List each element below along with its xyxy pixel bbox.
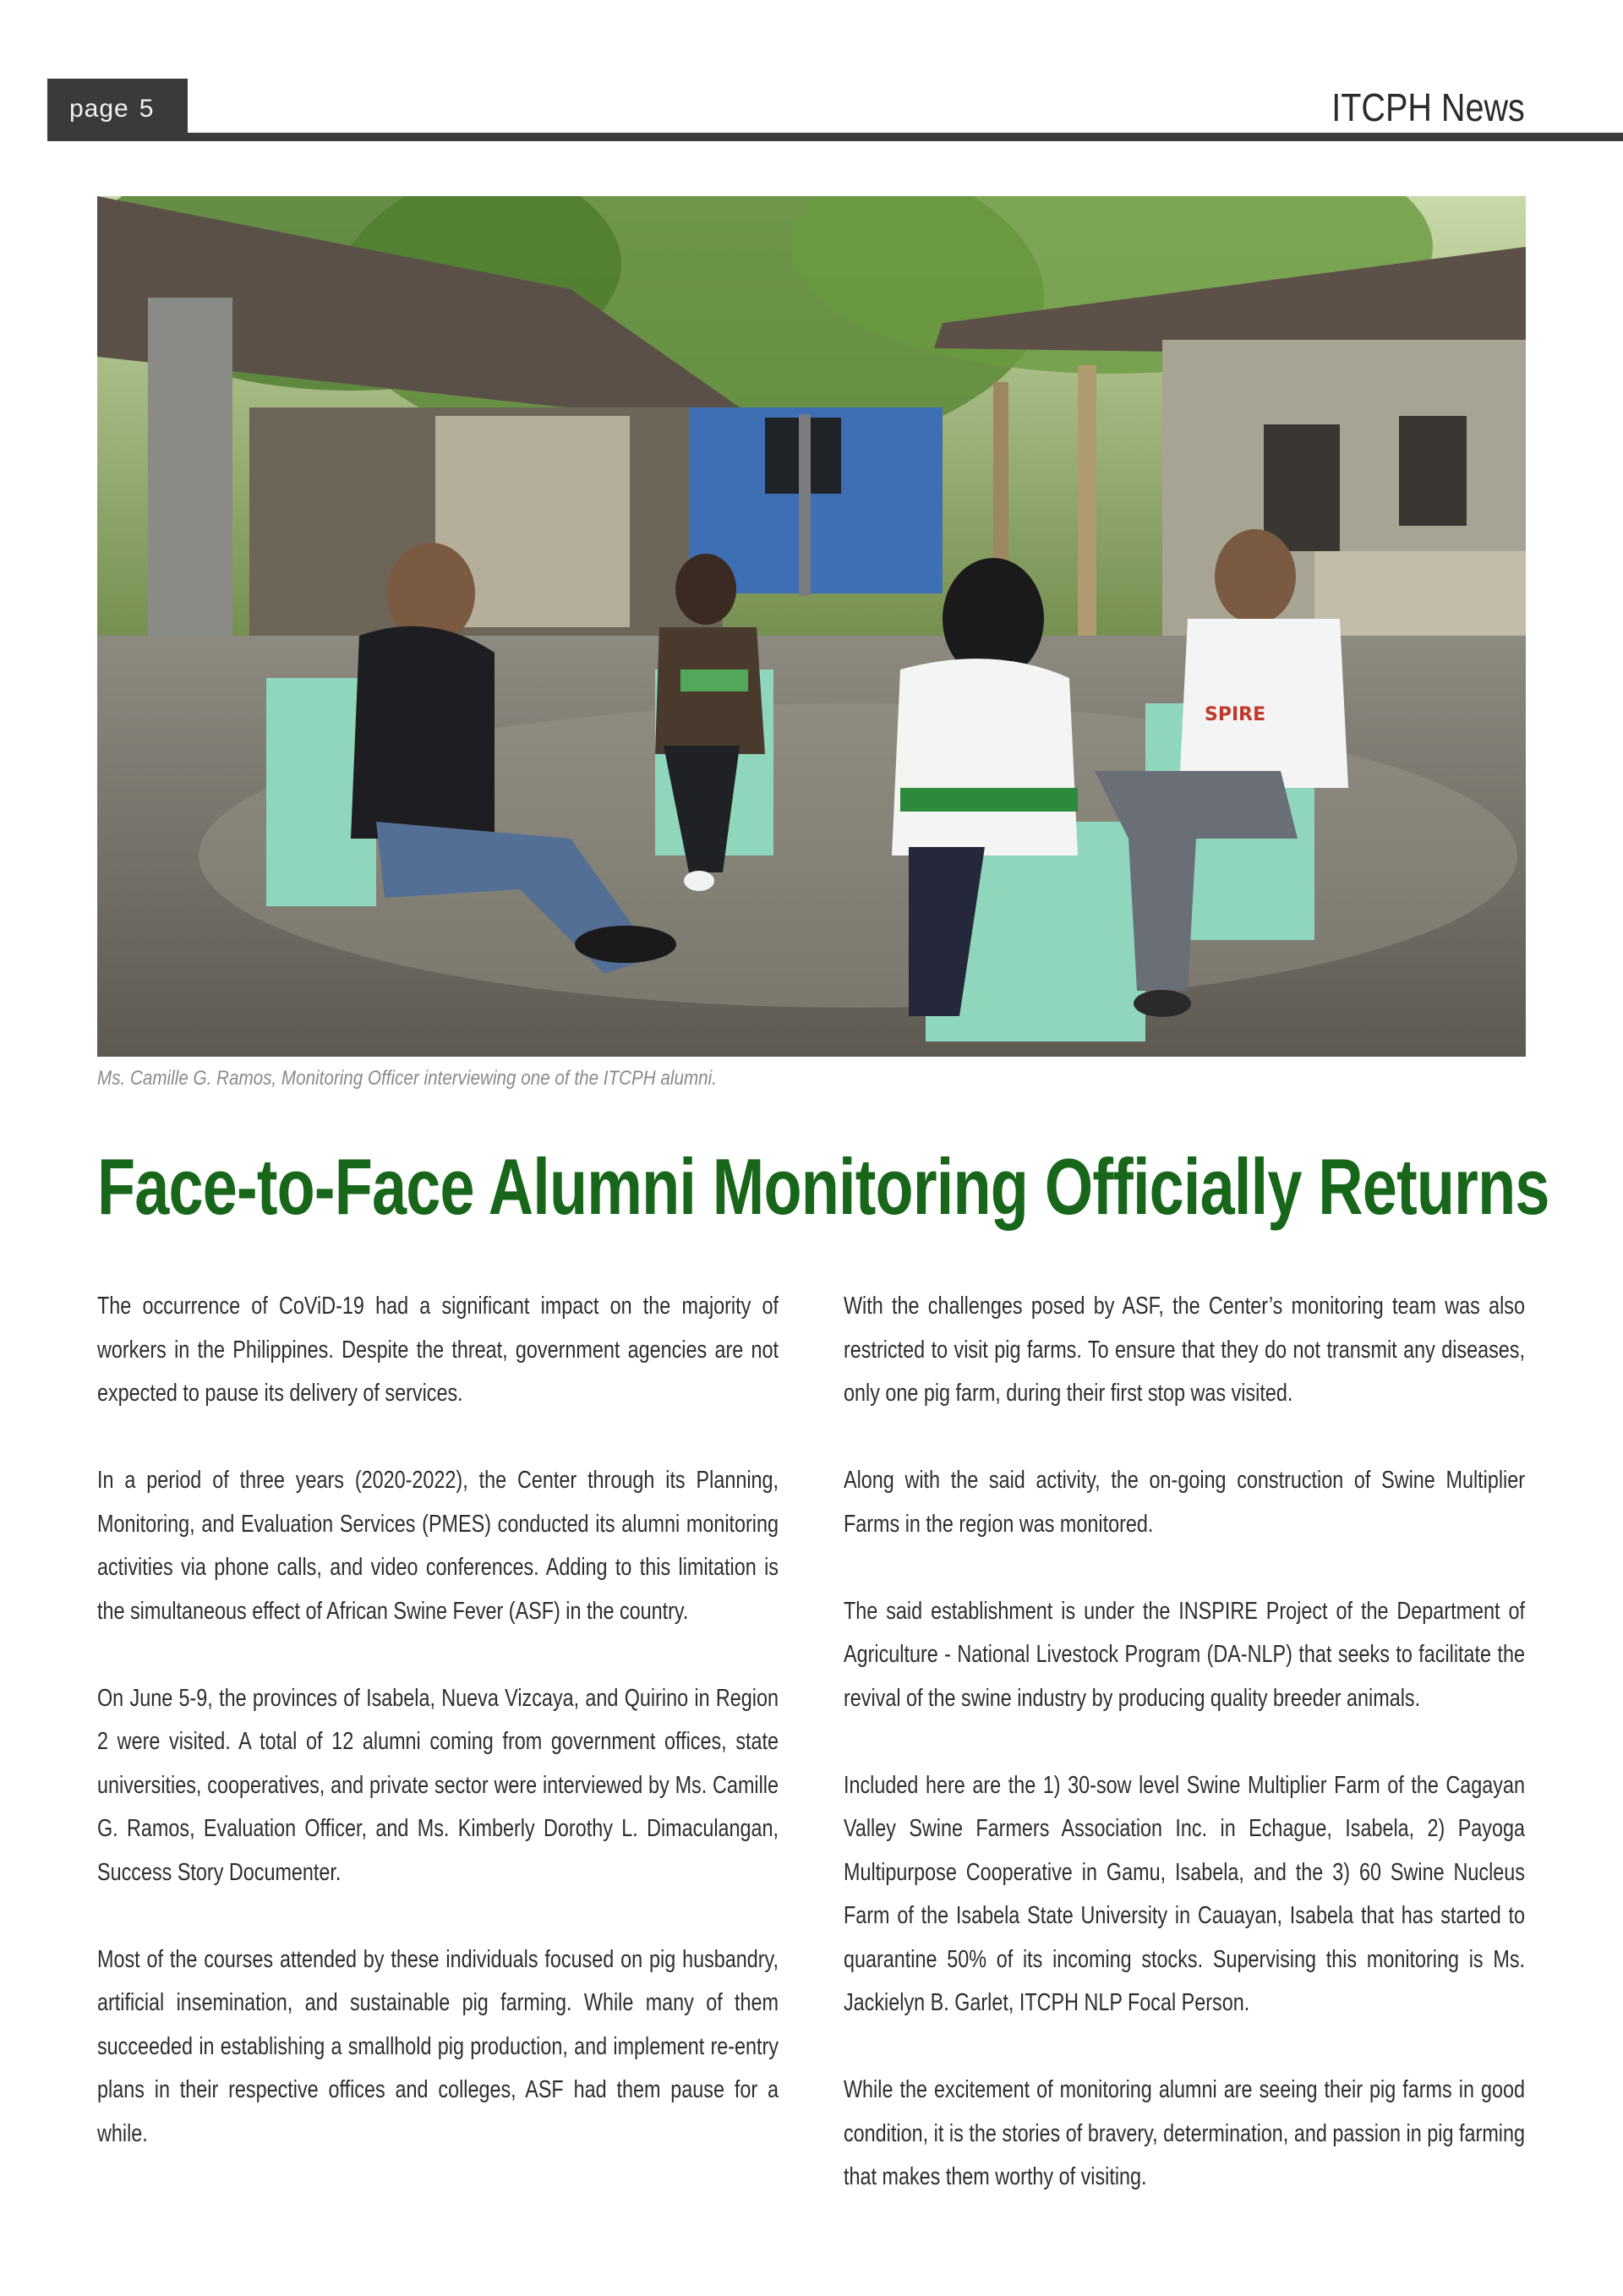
page-number-tab <box>47 79 188 139</box>
paragraph: With the challenges posed by ASF, the Center’s monitoring team was also restricted to visit pig farms. To ensure that they do not transmit any diseases, only one pig farm, during their first stop was visited. <box>844 1293 1525 1407</box>
page-number: 5 <box>139 95 155 123</box>
paragraph: The occurrence of CoViD-19 had a significant impact on the majority of workers in the Philippines. Despite the threat, government agencies are not expected to pause its delivery of services. <box>97 1293 779 1407</box>
page-label: page <box>69 95 129 123</box>
left-column <box>97 1285 779 2200</box>
header-rule <box>47 133 1623 141</box>
article-headline: Face-to-Face Alumni Monitoring Officially Returns <box>97 1142 1549 1231</box>
paragraph: The said establishment is under the INSPIRE Project of the Department of Agriculture - National Livestock Program (DA-NLP) that seeks to facilitate the revival of the swine industry by producing quality breeder animals. <box>844 1597 1525 1712</box>
photo-illustration <box>97 196 1526 1057</box>
publication-title: ITCPH News <box>1331 85 1525 129</box>
shirt-print-text: SPIRE <box>1205 704 1266 725</box>
paragraph: On June 5-9, the provinces of Isabela, Nueva Vizcaya, and Quirino in Region 2 were visited. A total of 12 alumni coming from government offices, state universities, cooperatives, and private sector were interviewed by Ms. Camille G. Ramos, Evaluation Officer, and Ms. Kimberly Dorothy L. Dimaculangan, Success Story Documenter. <box>97 1684 779 1886</box>
photo-caption: Ms. Camille G. Ramos, Monitoring Officer interviewing one of the ITCPH alumni. <box>97 1067 717 1090</box>
paragraph: Most of the courses attended by these individuals focused on pig husbandry, artificial insemination, and sustainable pig farming. While many of them succeeded in establishing a smallhold pig production, and implement re-entry plans in their respective offices and colleges, ASF had them pause for a while. <box>97 1945 779 2147</box>
paragraph: Included here are the 1) 30-sow level Swine Multiplier Farm of the Cagayan Valley Swine Farmers Association Inc. in Echague, Isabela, 2) Payoga Multipurpose Cooperative in Gamu, Isabela, and the 3) 60 Swine Nucleus Farm of the Isabela State University in Cauayan, Isabela that has started to quarantine 50% of its incoming stocks. Supervising this monitoring is Ms. Jackielyn B. Garlet, ITCPH NLP Focal Person. <box>844 1771 1525 2016</box>
article-photo <box>97 196 1526 1057</box>
right-column <box>844 1285 1525 2243</box>
paragraph: Along with the said activity, the on-going construction of Swine Multiplier Farms in the region was monitored. <box>844 1467 1525 1538</box>
paragraph: In a period of three years (2020-2022), the Center through its Planning, Monitoring, and Evaluation Services (PMES) conducted its alumni monitoring activities via phone calls, and video conferences. Adding to this limitation is the simultaneous effect of African Swine Fever (ASF) in the country. <box>97 1467 779 1625</box>
paragraph: While the excitement of monitoring alumni are seeing their pig farms in good condition, it is the stories of bravery, determination, and passion in pig farming that makes them worthy of visiting. <box>844 2076 1525 2190</box>
